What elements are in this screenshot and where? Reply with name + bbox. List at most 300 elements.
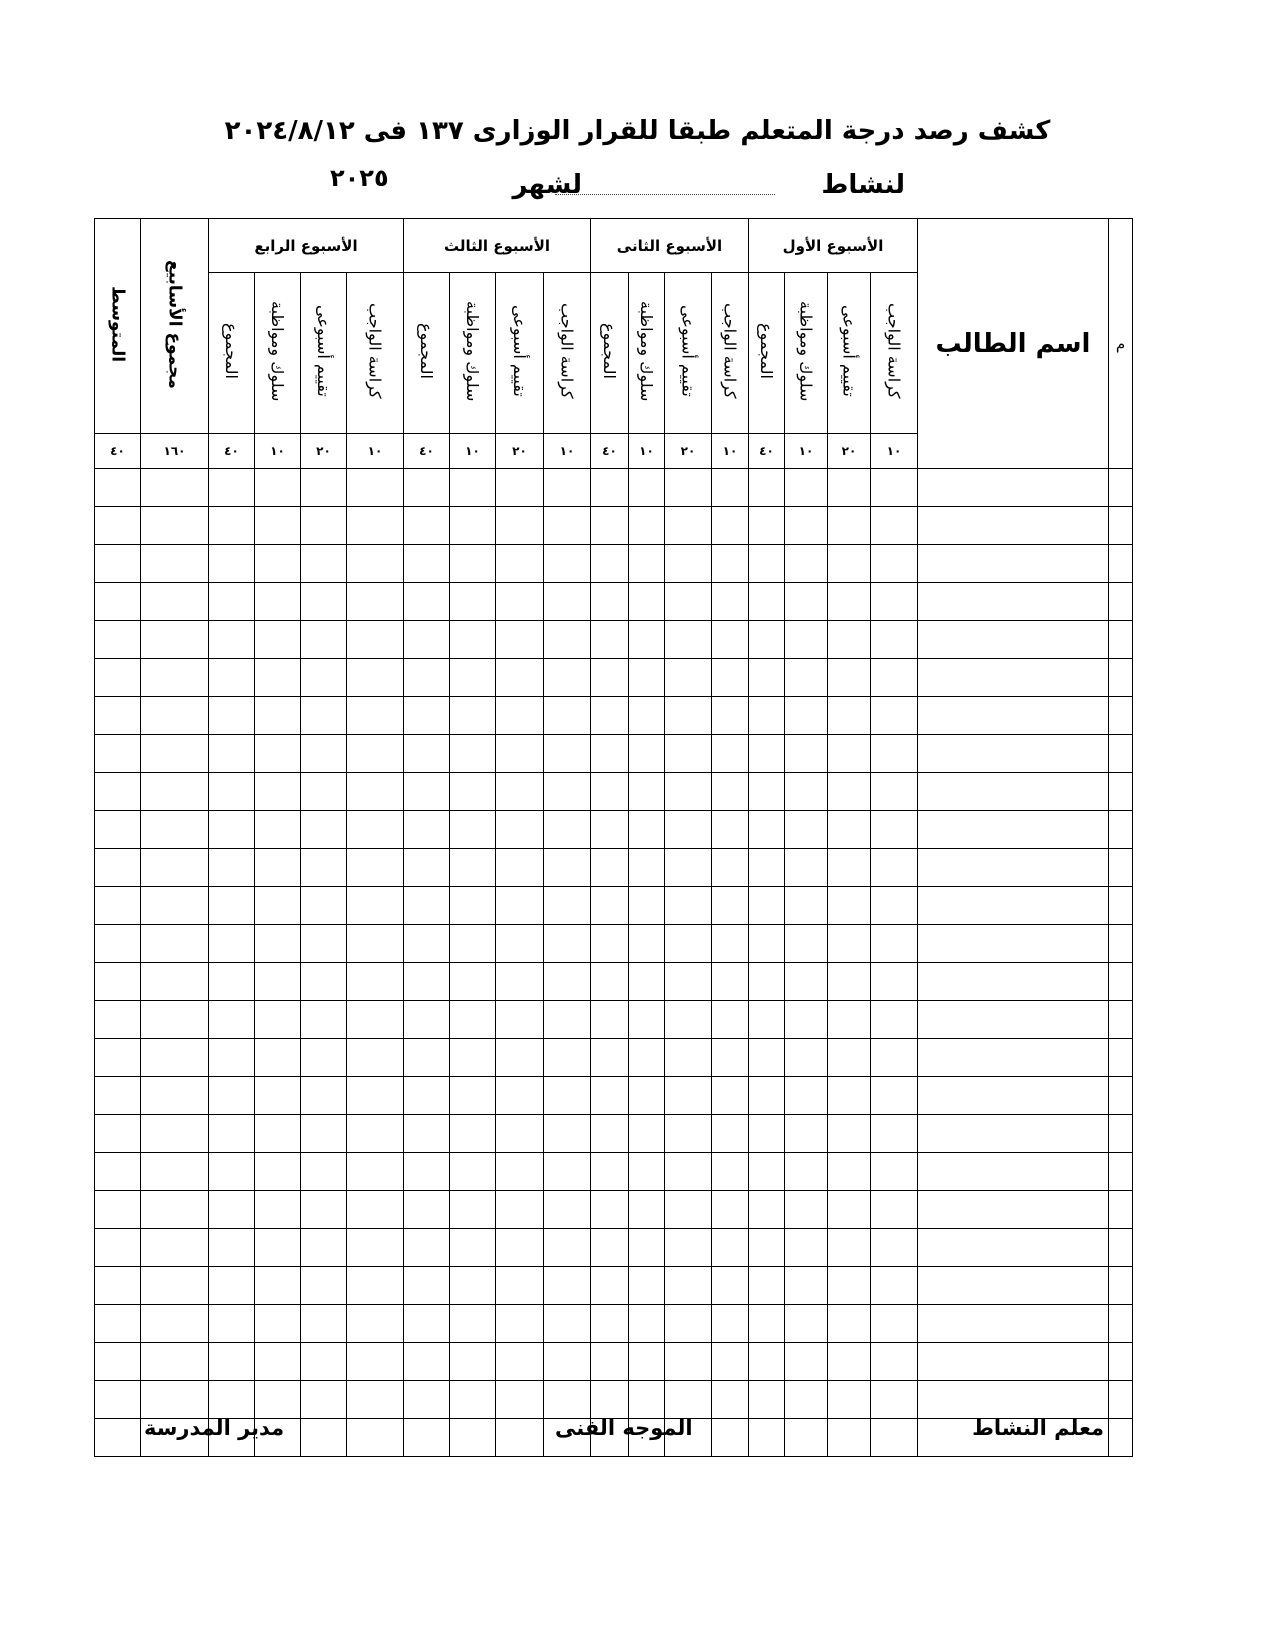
grade-cell[interactable] [209,469,255,507]
grade-cell[interactable] [347,1343,404,1381]
grade-cell[interactable] [665,659,712,697]
grade-cell[interactable] [591,735,629,773]
grade-cell[interactable] [347,1229,404,1267]
grade-cell[interactable] [871,621,918,659]
grade-cell[interactable] [871,1115,918,1153]
grade-cell[interactable] [591,545,629,583]
grade-cell[interactable] [496,849,544,887]
grade-cell[interactable] [450,545,496,583]
serial-cell[interactable] [1109,1419,1133,1457]
grade-cell[interactable] [544,1115,591,1153]
serial-cell[interactable] [1109,621,1133,659]
grade-cell[interactable] [629,1305,665,1343]
grade-cell[interactable] [629,887,665,925]
serial-cell[interactable] [1109,1077,1133,1115]
grade-cell[interactable] [95,507,141,545]
grade-cell[interactable] [591,887,629,925]
student-name-cell[interactable] [918,925,1109,963]
grade-cell[interactable] [404,811,450,849]
grade-cell[interactable] [828,1381,871,1419]
grade-cell[interactable] [301,1267,347,1305]
grade-cell[interactable] [450,1191,496,1229]
grade-cell[interactable] [544,735,591,773]
grade-cell[interactable] [749,1267,785,1305]
grade-cell[interactable] [255,697,301,735]
grade-cell[interactable] [404,1115,450,1153]
grade-cell[interactable] [301,659,347,697]
grade-cell[interactable] [450,1077,496,1115]
grade-cell[interactable] [749,925,785,963]
grade-cell[interactable] [785,811,828,849]
grade-cell[interactable] [629,621,665,659]
student-name-cell[interactable] [918,773,1109,811]
grade-cell[interactable] [871,1343,918,1381]
grade-cell[interactable] [95,545,141,583]
serial-cell[interactable] [1109,507,1133,545]
grade-cell[interactable] [496,1077,544,1115]
grade-cell[interactable] [255,735,301,773]
grade-cell[interactable] [496,773,544,811]
grade-cell[interactable] [629,1077,665,1115]
grade-cell[interactable] [450,1229,496,1267]
grade-cell[interactable] [301,697,347,735]
grade-cell[interactable] [828,583,871,621]
grade-cell[interactable] [665,887,712,925]
grade-cell[interactable] [871,773,918,811]
grade-cell[interactable] [255,1343,301,1381]
grade-cell[interactable] [347,735,404,773]
grade-cell[interactable] [591,1343,629,1381]
grade-cell[interactable] [544,1381,591,1419]
grade-cell[interactable] [301,621,347,659]
grade-cell[interactable] [871,963,918,1001]
grade-cell[interactable] [95,583,141,621]
grade-cell[interactable] [665,1115,712,1153]
grade-cell[interactable] [450,1267,496,1305]
grade-cell[interactable] [749,469,785,507]
grade-cell[interactable] [544,507,591,545]
grade-cell[interactable] [629,735,665,773]
grade-cell[interactable] [209,963,255,1001]
grade-cell[interactable] [828,1343,871,1381]
grade-cell[interactable] [450,1115,496,1153]
grade-cell[interactable] [209,811,255,849]
grade-cell[interactable] [591,925,629,963]
grade-cell[interactable] [629,697,665,735]
grade-cell[interactable] [450,1381,496,1419]
grade-cell[interactable] [141,583,209,621]
grade-cell[interactable] [544,811,591,849]
grade-cell[interactable] [95,963,141,1001]
grade-cell[interactable] [450,1305,496,1343]
grade-cell[interactable] [209,1153,255,1191]
grade-cell[interactable] [95,1343,141,1381]
grade-cell[interactable] [591,811,629,849]
grade-cell[interactable] [301,1305,347,1343]
grade-cell[interactable] [591,963,629,1001]
grade-cell[interactable] [785,469,828,507]
grade-cell[interactable] [404,659,450,697]
grade-cell[interactable] [496,1381,544,1419]
grade-cell[interactable] [665,1077,712,1115]
grade-cell[interactable] [255,1039,301,1077]
grade-cell[interactable] [749,697,785,735]
grade-cell[interactable] [828,1115,871,1153]
grade-cell[interactable] [496,1343,544,1381]
grade-cell[interactable] [544,1039,591,1077]
grade-cell[interactable] [141,773,209,811]
grade-cell[interactable] [496,1419,544,1457]
grade-cell[interactable] [712,545,749,583]
student-name-cell[interactable] [918,1343,1109,1381]
grade-cell[interactable] [255,1267,301,1305]
grade-cell[interactable] [404,1343,450,1381]
grade-cell[interactable] [712,507,749,545]
grade-cell[interactable] [828,887,871,925]
grade-cell[interactable] [347,1419,404,1457]
serial-cell[interactable] [1109,1305,1133,1343]
student-name-cell[interactable] [918,1305,1109,1343]
grade-cell[interactable] [665,925,712,963]
student-name-cell[interactable] [918,697,1109,735]
grade-cell[interactable] [209,1305,255,1343]
grade-cell[interactable] [749,1343,785,1381]
grade-cell[interactable] [450,887,496,925]
grade-cell[interactable] [785,735,828,773]
grade-cell[interactable] [712,1191,749,1229]
grade-cell[interactable] [141,621,209,659]
grade-cell[interactable] [544,1001,591,1039]
grade-cell[interactable] [95,849,141,887]
grade-cell[interactable] [712,1115,749,1153]
grade-cell[interactable] [828,469,871,507]
grade-cell[interactable] [629,1191,665,1229]
grade-cell[interactable] [544,1077,591,1115]
grade-cell[interactable] [496,697,544,735]
grade-cell[interactable] [871,1305,918,1343]
grade-cell[interactable] [629,849,665,887]
grade-cell[interactable] [301,887,347,925]
grade-cell[interactable] [347,1191,404,1229]
grade-cell[interactable] [749,583,785,621]
grade-cell[interactable] [404,697,450,735]
grade-cell[interactable] [749,811,785,849]
grade-cell[interactable] [785,1191,828,1229]
grade-cell[interactable] [95,659,141,697]
grade-cell[interactable] [347,621,404,659]
grade-cell[interactable] [301,469,347,507]
grade-cell[interactable] [544,1305,591,1343]
grade-cell[interactable] [712,773,749,811]
grade-cell[interactable] [141,1153,209,1191]
grade-cell[interactable] [591,1115,629,1153]
grade-cell[interactable] [141,697,209,735]
grade-cell[interactable] [871,887,918,925]
grade-cell[interactable] [141,507,209,545]
grade-cell[interactable] [665,849,712,887]
grade-cell[interactable] [591,1267,629,1305]
grade-cell[interactable] [871,469,918,507]
grade-cell[interactable] [141,469,209,507]
grade-cell[interactable] [749,1191,785,1229]
grade-cell[interactable] [255,887,301,925]
grade-cell[interactable] [629,583,665,621]
grade-cell[interactable] [591,507,629,545]
grade-cell[interactable] [404,887,450,925]
grade-cell[interactable] [749,545,785,583]
grade-cell[interactable] [785,1229,828,1267]
grade-cell[interactable] [450,773,496,811]
grade-cell[interactable] [665,507,712,545]
grade-cell[interactable] [95,1001,141,1039]
grade-cell[interactable] [141,887,209,925]
grade-cell[interactable] [749,659,785,697]
student-name-cell[interactable] [918,1229,1109,1267]
grade-cell[interactable] [255,1229,301,1267]
grade-cell[interactable] [828,1305,871,1343]
grade-cell[interactable] [255,1305,301,1343]
serial-cell[interactable] [1109,469,1133,507]
grade-cell[interactable] [95,1305,141,1343]
grade-cell[interactable] [871,1419,918,1457]
grade-cell[interactable] [785,697,828,735]
grade-cell[interactable] [665,1305,712,1343]
grade-cell[interactable] [591,1001,629,1039]
grade-cell[interactable] [255,811,301,849]
grade-cell[interactable] [544,887,591,925]
grade-cell[interactable] [629,1343,665,1381]
grade-cell[interactable] [209,507,255,545]
grade-cell[interactable] [95,621,141,659]
grade-cell[interactable] [496,545,544,583]
grade-cell[interactable] [591,1229,629,1267]
grade-cell[interactable] [301,773,347,811]
grade-cell[interactable] [785,1305,828,1343]
grade-cell[interactable] [591,849,629,887]
grade-cell[interactable] [591,773,629,811]
grade-cell[interactable] [404,507,450,545]
grade-cell[interactable] [496,583,544,621]
grade-cell[interactable] [141,659,209,697]
grade-cell[interactable] [712,1305,749,1343]
grade-cell[interactable] [496,1267,544,1305]
grade-cell[interactable] [785,583,828,621]
grade-cell[interactable] [141,1267,209,1305]
grade-cell[interactable] [828,621,871,659]
grade-cell[interactable] [404,1039,450,1077]
grade-cell[interactable] [544,1153,591,1191]
grade-cell[interactable] [629,469,665,507]
student-name-cell[interactable] [918,887,1109,925]
student-name-cell[interactable] [918,1191,1109,1229]
grade-cell[interactable] [749,1153,785,1191]
grade-cell[interactable] [591,1077,629,1115]
grade-cell[interactable] [141,811,209,849]
grade-cell[interactable] [347,1267,404,1305]
grade-cell[interactable] [450,621,496,659]
grade-cell[interactable] [209,697,255,735]
grade-cell[interactable] [749,1381,785,1419]
grade-cell[interactable] [712,887,749,925]
grade-cell[interactable] [209,1381,255,1419]
serial-cell[interactable] [1109,1191,1133,1229]
student-name-cell[interactable] [918,1115,1109,1153]
grade-cell[interactable] [629,1039,665,1077]
grade-cell[interactable] [871,1153,918,1191]
student-name-cell[interactable] [918,963,1109,1001]
grade-cell[interactable] [629,507,665,545]
grade-cell[interactable] [828,1153,871,1191]
grade-cell[interactable] [749,507,785,545]
grade-cell[interactable] [871,1039,918,1077]
grade-cell[interactable] [496,887,544,925]
grade-cell[interactable] [141,963,209,1001]
grade-cell[interactable] [712,1419,749,1457]
grade-cell[interactable] [209,1115,255,1153]
grade-cell[interactable] [785,1001,828,1039]
grade-cell[interactable] [629,545,665,583]
grade-cell[interactable] [404,925,450,963]
grade-cell[interactable] [255,1001,301,1039]
grade-cell[interactable] [591,469,629,507]
grade-cell[interactable] [629,1267,665,1305]
grade-cell[interactable] [871,811,918,849]
grade-cell[interactable] [544,469,591,507]
grade-cell[interactable] [828,1267,871,1305]
grade-cell[interactable] [785,773,828,811]
serial-cell[interactable] [1109,735,1133,773]
grade-cell[interactable] [301,1039,347,1077]
grade-cell[interactable] [544,659,591,697]
grade-cell[interactable] [712,735,749,773]
grade-cell[interactable] [871,849,918,887]
grade-cell[interactable] [629,773,665,811]
grade-cell[interactable] [828,1077,871,1115]
grade-cell[interactable] [404,735,450,773]
grade-cell[interactable] [785,659,828,697]
grade-cell[interactable] [496,1191,544,1229]
grade-cell[interactable] [95,1077,141,1115]
grade-cell[interactable] [301,507,347,545]
grade-cell[interactable] [95,1381,141,1419]
serial-cell[interactable] [1109,849,1133,887]
grade-cell[interactable] [871,1381,918,1419]
grade-cell[interactable] [828,925,871,963]
grade-cell[interactable] [871,1077,918,1115]
grade-cell[interactable] [209,887,255,925]
grade-cell[interactable] [255,849,301,887]
grade-cell[interactable] [95,697,141,735]
grade-cell[interactable] [871,1267,918,1305]
grade-cell[interactable] [785,545,828,583]
grade-cell[interactable] [404,1229,450,1267]
grade-cell[interactable] [404,1077,450,1115]
grade-cell[interactable] [496,1001,544,1039]
grade-cell[interactable] [712,469,749,507]
grade-cell[interactable] [301,1229,347,1267]
grade-cell[interactable] [828,1001,871,1039]
grade-cell[interactable] [209,621,255,659]
grade-cell[interactable] [450,849,496,887]
grade-cell[interactable] [496,621,544,659]
grade-cell[interactable] [665,1229,712,1267]
grade-cell[interactable] [347,469,404,507]
grade-cell[interactable] [450,1153,496,1191]
grade-cell[interactable] [828,849,871,887]
student-name-cell[interactable] [918,1077,1109,1115]
grade-cell[interactable] [785,621,828,659]
grade-cell[interactable] [450,811,496,849]
grade-cell[interactable] [141,1039,209,1077]
grade-cell[interactable] [871,1001,918,1039]
student-name-cell[interactable] [918,621,1109,659]
grade-cell[interactable] [141,1077,209,1115]
grade-cell[interactable] [301,1077,347,1115]
grade-cell[interactable] [347,583,404,621]
grade-cell[interactable] [209,1077,255,1115]
grade-cell[interactable] [712,1077,749,1115]
serial-cell[interactable] [1109,1039,1133,1077]
grade-cell[interactable] [141,1115,209,1153]
grade-cell[interactable] [450,697,496,735]
grade-cell[interactable] [496,925,544,963]
grade-cell[interactable] [749,773,785,811]
grade-cell[interactable] [785,1267,828,1305]
grade-cell[interactable] [301,1115,347,1153]
grade-cell[interactable] [591,1381,629,1419]
grade-cell[interactable] [209,1343,255,1381]
grade-cell[interactable] [629,1229,665,1267]
grade-cell[interactable] [828,659,871,697]
grade-cell[interactable] [544,849,591,887]
grade-cell[interactable] [871,507,918,545]
grade-cell[interactable] [347,1305,404,1343]
grade-cell[interactable] [450,735,496,773]
grade-cell[interactable] [450,469,496,507]
grade-cell[interactable] [712,925,749,963]
grade-cell[interactable] [95,925,141,963]
grade-cell[interactable] [544,773,591,811]
grade-cell[interactable] [629,1001,665,1039]
grade-cell[interactable] [544,925,591,963]
student-name-cell[interactable] [918,545,1109,583]
grade-cell[interactable] [785,1115,828,1153]
grade-cell[interactable] [95,773,141,811]
grade-cell[interactable] [544,1191,591,1229]
grade-cell[interactable] [712,811,749,849]
grade-cell[interactable] [828,773,871,811]
grade-cell[interactable] [301,1419,347,1457]
serial-cell[interactable] [1109,925,1133,963]
grade-cell[interactable] [665,545,712,583]
grade-cell[interactable] [871,1229,918,1267]
grade-cell[interactable] [828,1039,871,1077]
grade-cell[interactable] [301,545,347,583]
grade-cell[interactable] [301,849,347,887]
grade-cell[interactable] [749,1419,785,1457]
grade-cell[interactable] [496,1115,544,1153]
grade-cell[interactable] [665,583,712,621]
grade-cell[interactable] [450,1039,496,1077]
grade-cell[interactable] [255,583,301,621]
serial-cell[interactable] [1109,1381,1133,1419]
grade-cell[interactable] [665,697,712,735]
grade-cell[interactable] [347,811,404,849]
grade-cell[interactable] [404,1305,450,1343]
grade-cell[interactable] [404,1001,450,1039]
grade-cell[interactable] [871,583,918,621]
grade-cell[interactable] [141,849,209,887]
